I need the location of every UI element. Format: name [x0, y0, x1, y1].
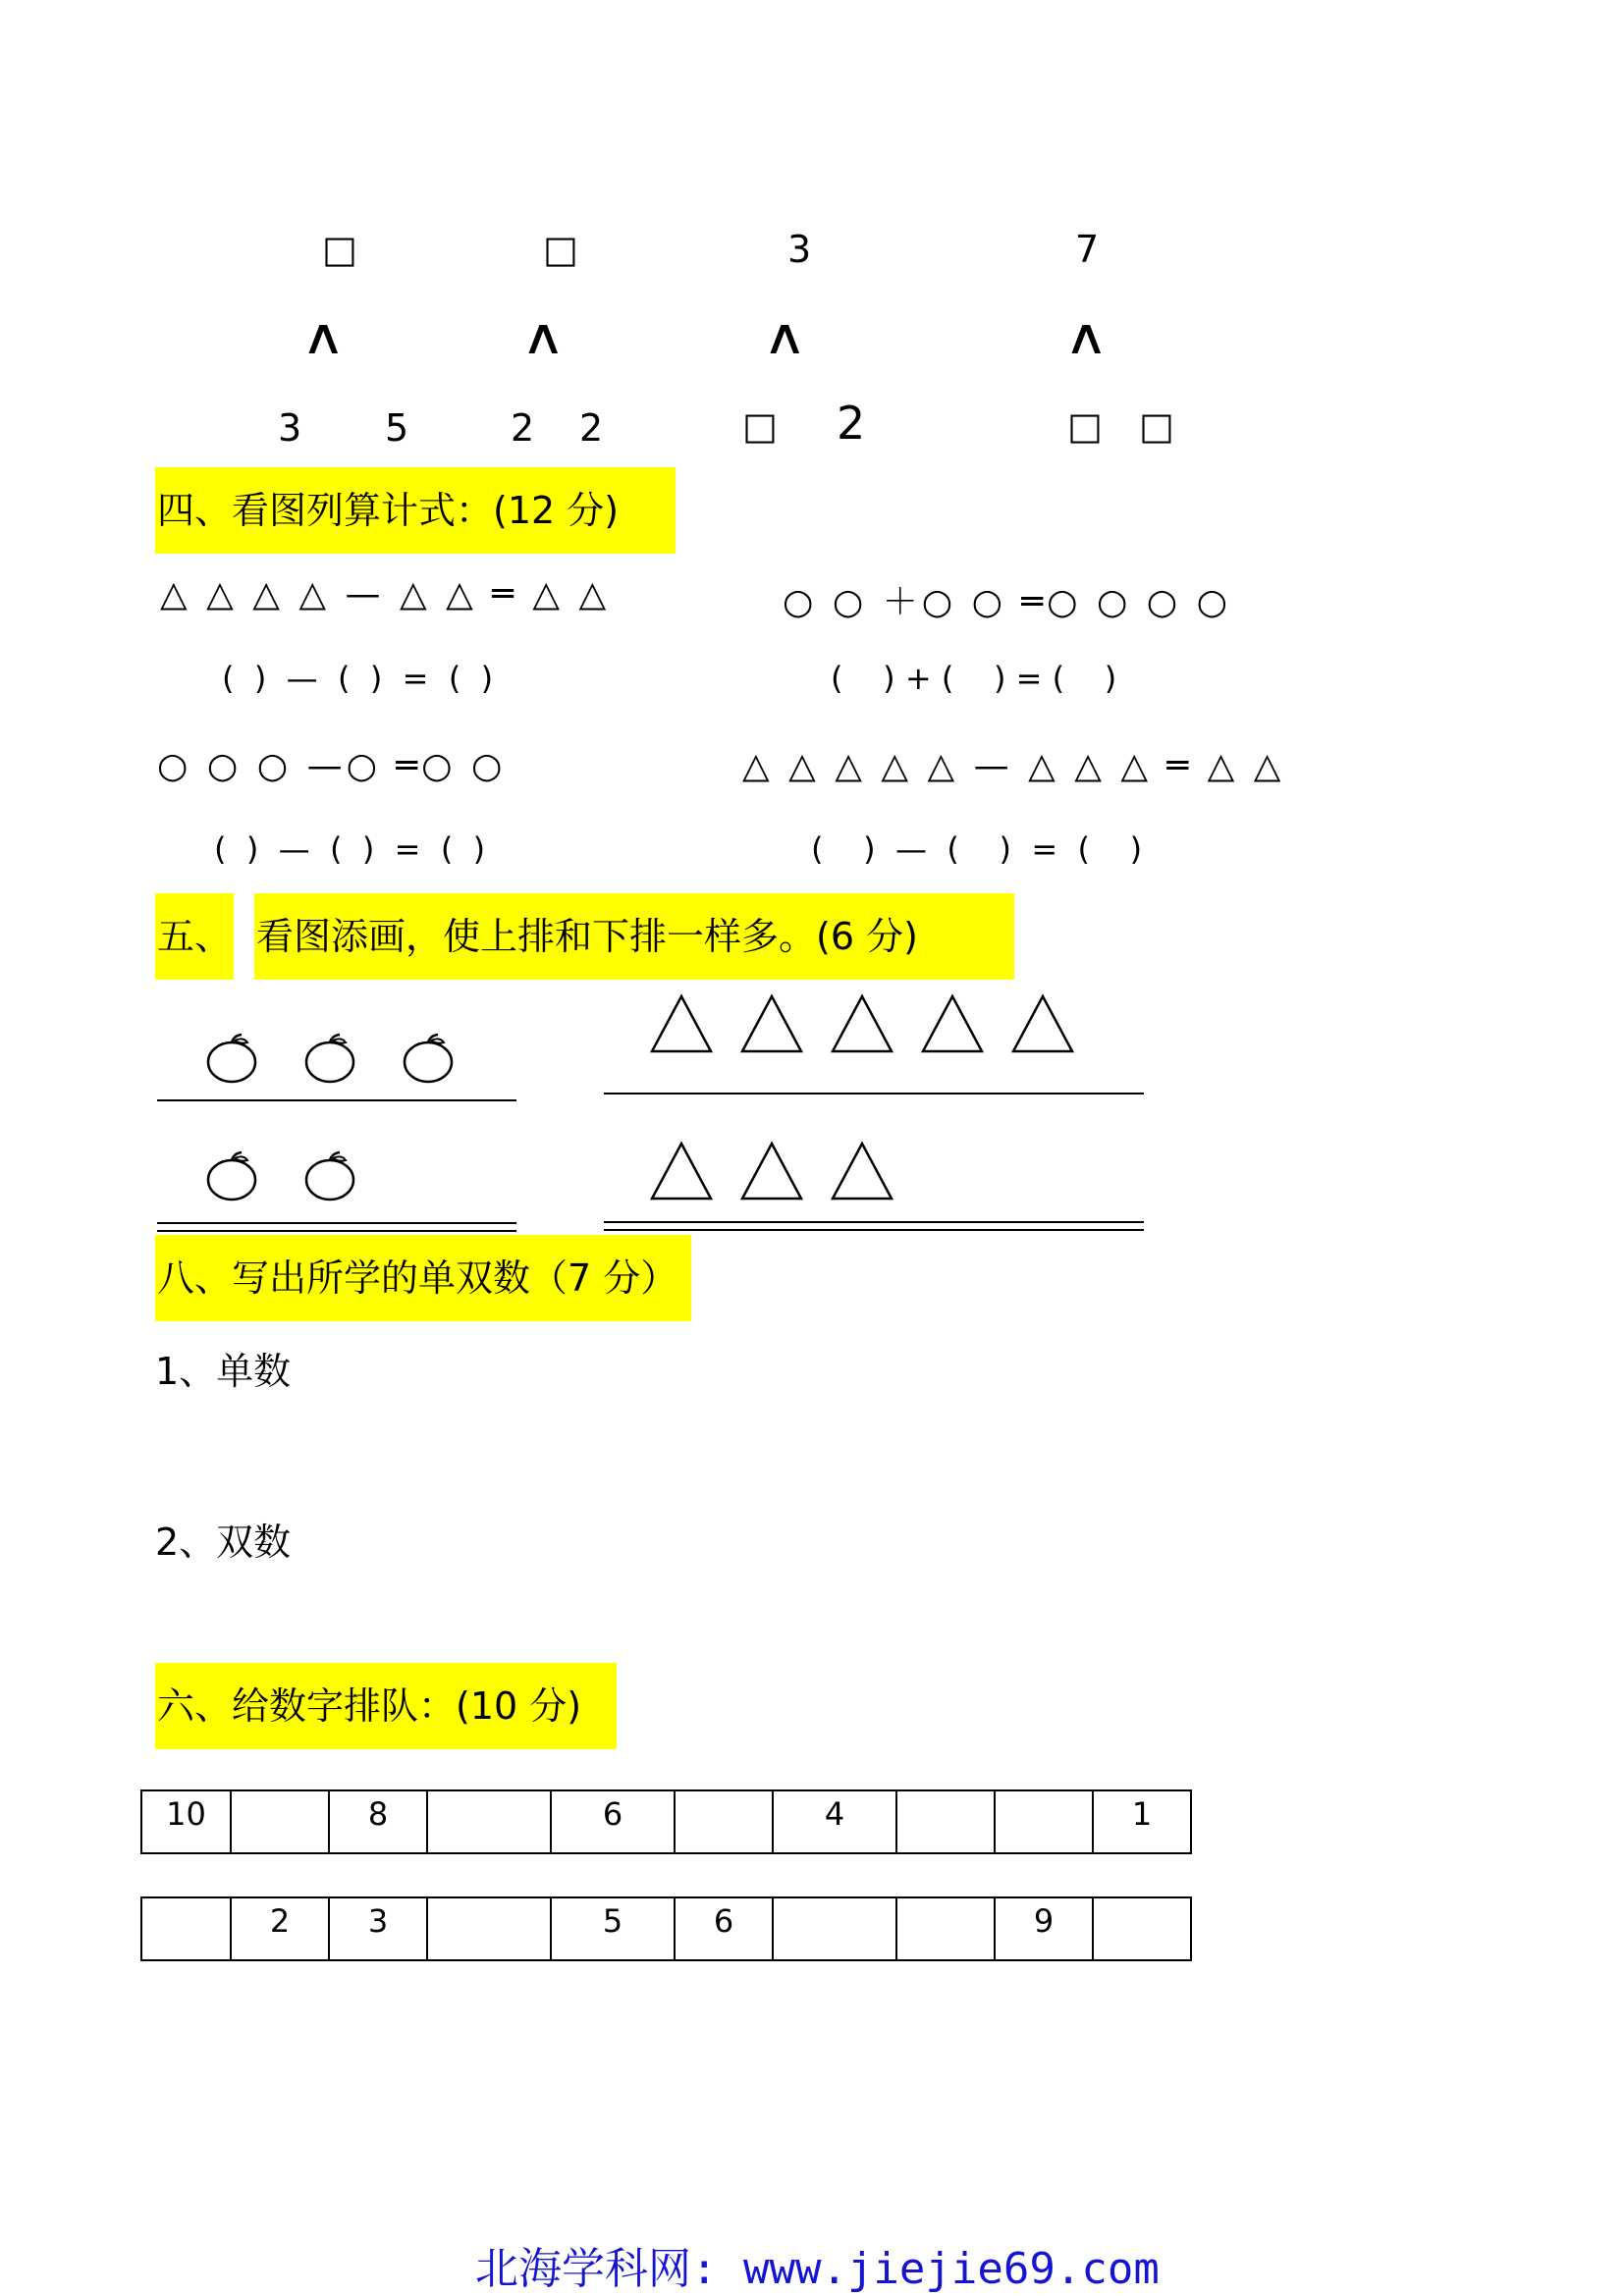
number-order-table-1	[140, 1789, 1192, 1854]
order-cell[interactable]: 5	[551, 1897, 675, 1960]
tree-3-wedge: ∧	[762, 308, 808, 365]
divider-line	[604, 1093, 1144, 1095]
triangle-icon	[650, 993, 713, 1054]
tree-3-left: □	[742, 404, 778, 448]
tree-4-wedge: ∧	[1063, 308, 1110, 365]
order-cell[interactable]	[896, 1790, 995, 1853]
order-cell[interactable]	[995, 1790, 1093, 1853]
tree-2-right: 2	[579, 406, 604, 450]
q4-answer-1-right: ( ) + ( ) = ( )	[831, 660, 1117, 697]
tree-2-wedge: ∧	[520, 308, 567, 365]
order-cell[interactable]: 8	[329, 1790, 427, 1853]
q4-answer-2-right: ( ) — ( ) = ( )	[811, 830, 1143, 868]
tree-1-top: □	[322, 228, 357, 271]
tree-4-left: □	[1067, 404, 1103, 448]
q4-equation-1-left: △ △ △ △ — △ △ ═ △ △	[160, 574, 611, 614]
order-cell[interactable]: 2	[231, 1897, 329, 1960]
apple-icon	[304, 1033, 359, 1084]
section-4-heading: 四、看图列算计式：(12 分)	[155, 467, 676, 554]
apple-icon	[304, 1150, 359, 1201]
order-cell[interactable]: 6	[675, 1897, 773, 1960]
section-6-heading: 六、给数字排队：(10 分)	[155, 1663, 617, 1749]
triangle-icon	[740, 993, 803, 1054]
q4-answer-2-left: ( ) — ( ) = ( )	[214, 830, 486, 868]
order-cell[interactable]	[773, 1897, 896, 1960]
divider-line	[604, 1221, 1144, 1223]
order-cell[interactable]	[141, 1897, 231, 1960]
apple-icon	[206, 1033, 261, 1084]
q4-equation-2-left: ○ ○ ○ —○ ═○ ○	[157, 746, 507, 786]
apple-icon	[206, 1150, 261, 1201]
q4-equation-1-right: ○ ○ ＋○ ○ ═○ ○ ○ ○	[783, 582, 1232, 622]
divider-line	[157, 1230, 516, 1232]
order-cell[interactable]	[1093, 1897, 1191, 1960]
q4-answer-1-left: ( ) — ( ) = ( )	[222, 660, 494, 697]
tree-1-left: 3	[278, 406, 302, 450]
divider-line	[604, 1229, 1144, 1231]
tree-2-left: 2	[511, 406, 535, 450]
triangle-icon	[831, 993, 893, 1054]
even-numbers-label: 2、双数	[155, 1521, 292, 1564]
order-cell[interactable]: 6	[551, 1790, 675, 1853]
divider-line	[157, 1222, 516, 1224]
order-cell[interactable]: 10	[141, 1790, 231, 1853]
tree-4-top: 7	[1075, 228, 1100, 271]
order-cell[interactable]	[675, 1790, 773, 1853]
footer-watermark: 北海学科网: www.jiejie69.com	[475, 2244, 1160, 2294]
tree-2-top: □	[543, 228, 578, 271]
tree-3-top: 3	[787, 228, 812, 271]
triangle-icon	[740, 1141, 803, 1201]
number-order-table-2	[140, 1896, 1192, 1961]
q4-equation-2-right: △ △ △ △ △ — △ △ △ ═ △ △	[742, 746, 1285, 786]
tree-1-wedge: ∧	[300, 308, 347, 365]
order-cell[interactable]: 4	[773, 1790, 896, 1853]
section-5-heading: 看图添画，使上排和下排一样多。(6 分)	[254, 893, 1014, 980]
triangle-icon	[1011, 993, 1074, 1054]
apple-icon	[403, 1033, 458, 1084]
odd-numbers-label: 1、单数	[155, 1350, 292, 1393]
section-8-heading: 八、写出所学的单双数（7 分）	[155, 1235, 691, 1321]
order-cell[interactable]: 9	[995, 1897, 1093, 1960]
tree-3-right: 2	[837, 397, 866, 450]
tree-1-right: 5	[385, 406, 409, 450]
order-cell[interactable]	[427, 1790, 551, 1853]
order-cell[interactable]: 1	[1093, 1790, 1191, 1853]
divider-line	[157, 1099, 516, 1101]
triangle-icon	[831, 1141, 893, 1201]
order-cell[interactable]: 3	[329, 1897, 427, 1960]
triangle-icon	[921, 993, 984, 1054]
triangle-icon	[650, 1141, 713, 1201]
order-cell[interactable]	[231, 1790, 329, 1853]
tree-4-right: □	[1139, 404, 1174, 448]
order-cell[interactable]	[427, 1897, 551, 1960]
section-5-heading-number: 五、	[155, 893, 234, 980]
order-cell[interactable]	[896, 1897, 995, 1960]
